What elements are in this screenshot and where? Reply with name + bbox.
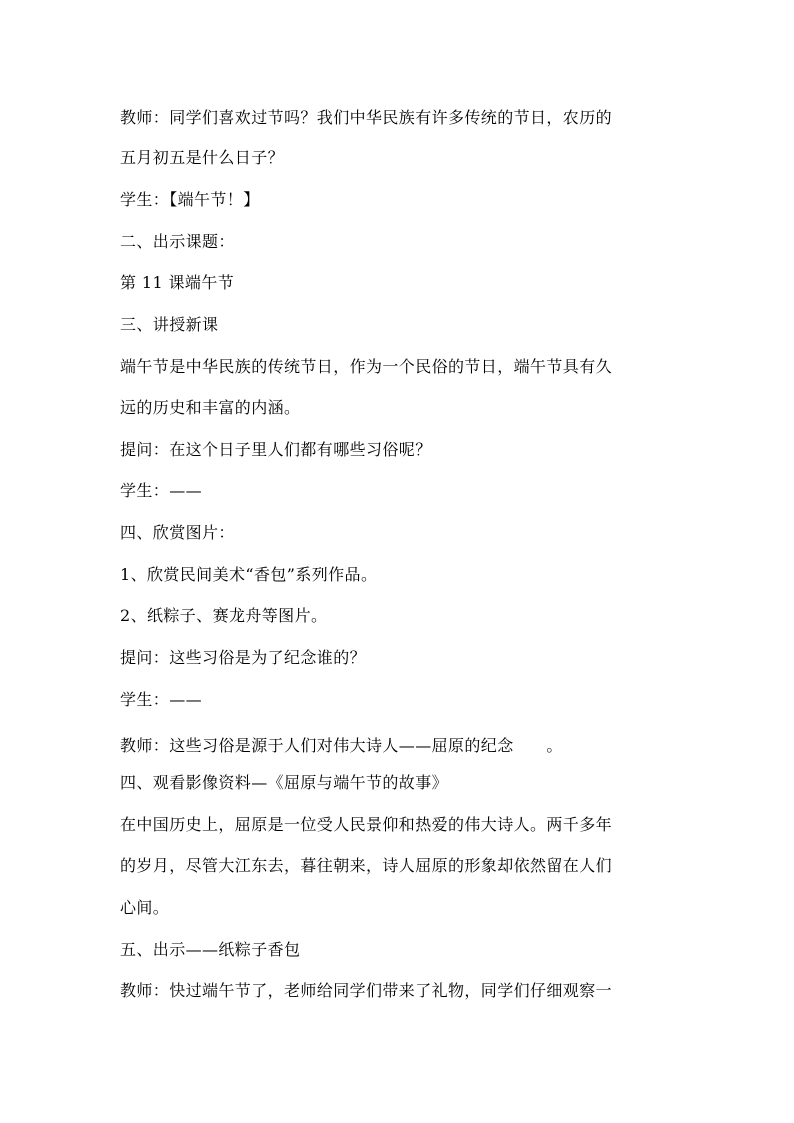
question-line-1: 提问：在这个日子里人们都有哪些习俗呢？ — [120, 440, 432, 459]
section-heading-2: 二、出示课题： — [120, 232, 235, 251]
list-item-2: 2、纸粽子、赛龙舟等图片。 — [120, 606, 328, 625]
paragraph-history: 在中国历史上，屈原是一位受人民景仰和热爱的伟大诗人。两千多年 — [120, 815, 613, 834]
list-item-1: 1、欣赏民间美术“香包”系列作品。 — [120, 565, 378, 584]
paragraph-history-cont-1: 的岁月，尽管大江东去，暮往朝来，诗人屈原的形象却依然留在人们 — [120, 856, 613, 875]
student-line-1: 学生：【端午节！】 — [120, 190, 260, 209]
teacher-line-1: 教师：同学们喜欢过节吗？我们中华民族有许多传统的节日，农历的 — [120, 108, 613, 127]
teacher-line-2: 教师：这些习俗是源于人们对伟大诗人——屈原的纪念 。 — [120, 736, 563, 755]
section-heading-5: 五、出示——纸粽子香包 — [120, 940, 301, 959]
paragraph-intro-cont: 远的历史和丰富的内涵。 — [120, 398, 301, 417]
student-line-2: 学生：—— — [120, 481, 203, 500]
paragraph-intro: 端午节是中华民族的传统节日，作为一个民俗的节日，端午节具有久 — [120, 357, 613, 376]
section-heading-4a: 四、欣赏图片： — [120, 523, 235, 542]
teacher-line-1-cont: 五月初五是什么日子？ — [120, 148, 285, 167]
teacher-line-3: 教师：快过端午节了，老师给同学们带来了礼物，同学们仔细观察一 — [120, 981, 613, 1000]
lesson-title: 第 11 课端午节 — [120, 273, 235, 292]
student-line-3: 学生：—— — [120, 690, 203, 709]
section-heading-3: 三、讲授新课 — [120, 315, 219, 334]
paragraph-history-cont-2: 心间。 — [120, 898, 170, 917]
section-heading-4b: 四、观看影像资料—《屈原与端午节的故事》 — [120, 773, 449, 792]
question-line-2: 提问：这些习俗是为了纪念谁的？ — [120, 648, 367, 667]
